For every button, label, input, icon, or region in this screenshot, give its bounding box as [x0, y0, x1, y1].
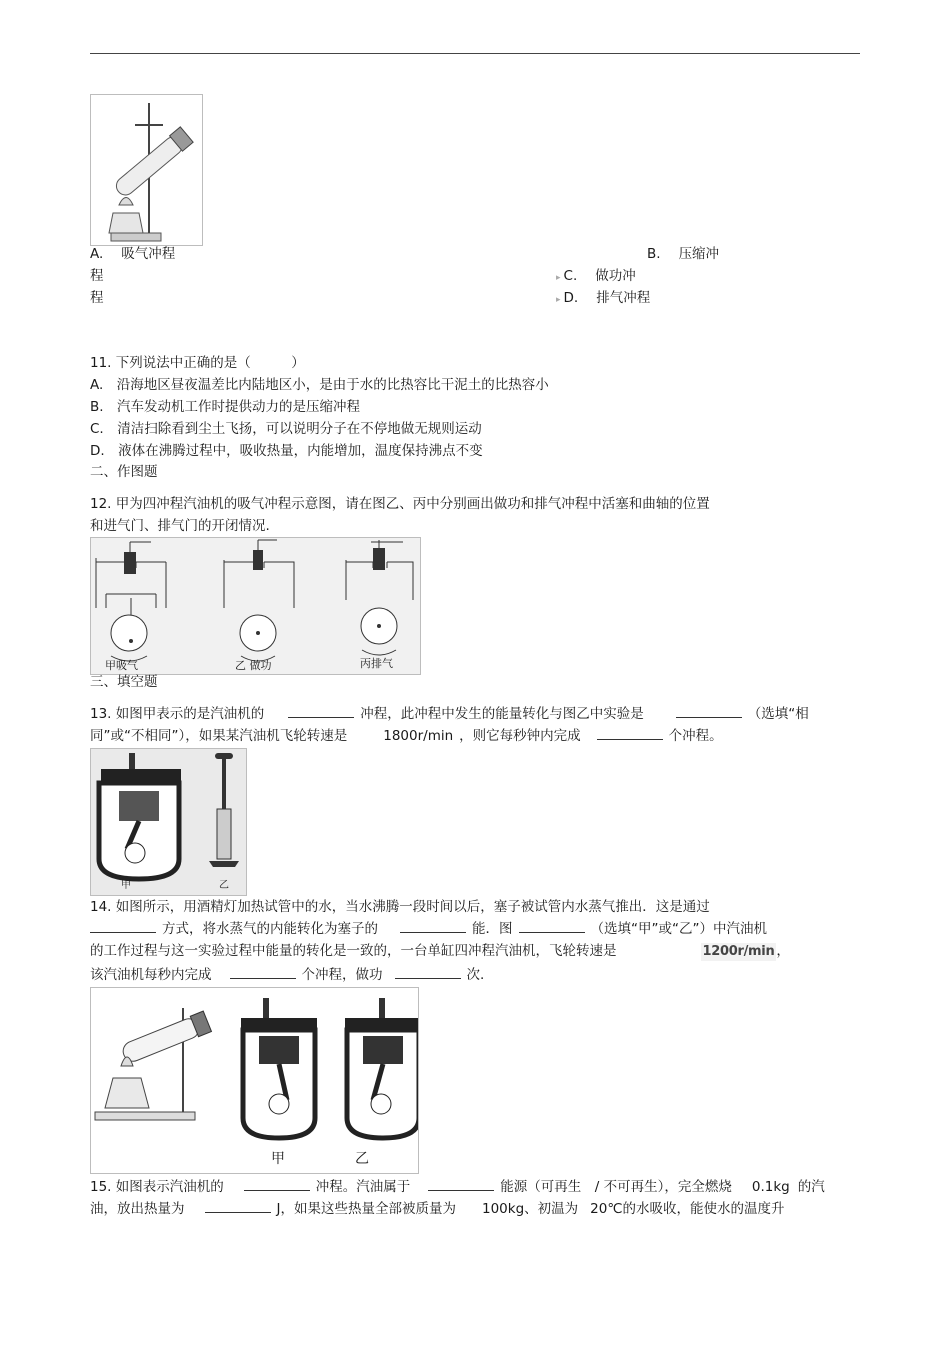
- q13-text-c: （选填“相: [747, 706, 809, 722]
- q10-option-d-letter: D.: [563, 290, 579, 306]
- q10-option-b-wrap: 程: [90, 268, 104, 284]
- q10-option-c-text: 做功冲: [595, 268, 636, 284]
- q14-text-e: ，: [776, 943, 790, 959]
- engine-cylinder-yi: [345, 998, 418, 1138]
- q13-figure-engine-and-syringe: [90, 748, 247, 896]
- q14-text-h: 次.: [466, 967, 485, 983]
- q14-line2: [90, 920, 767, 938]
- q10-option-a[interactable]: [90, 245, 175, 263]
- q11-option-a[interactable]: A. 沿海地区昼夜温差比内陆地区小，是由于水的比热容比干泥土的比热容小: [90, 377, 549, 393]
- q14-rpm-value: 1200r/min: [702, 944, 775, 959]
- q15-blank-stroke[interactable]: [244, 1178, 310, 1191]
- q11-stem: 11. 下列说法中正确的是（ ）: [90, 355, 305, 371]
- q13-blank-stroke[interactable]: [288, 705, 354, 718]
- q15-line1: [90, 1178, 825, 1196]
- header-rule: [90, 53, 860, 54]
- q15-text-a: 15. 如图表示汽油机的: [90, 1179, 224, 1195]
- q14-text-c: （选填“甲”或“乙”）中汽油机: [590, 921, 767, 937]
- q13-blank-strokes[interactable]: [597, 727, 663, 740]
- q10-option-d[interactable]: [556, 289, 650, 309]
- q12-stem-line2: 和进气门、排气门的开闭情况.: [90, 518, 270, 534]
- q15-text-c: 能源（可再生 / 不可再生），完全燃烧: [500, 1179, 732, 1195]
- engine-diagram-jia: [96, 542, 166, 661]
- q11-option-d[interactable]: D. 液体在沸腾过程中，吸收热量，内能增加，温度保持沸点不变: [90, 443, 483, 459]
- q10-option-a-text: 吸气冲程: [121, 246, 176, 262]
- q10-option-b-text: 压缩冲: [678, 246, 720, 262]
- q13-blank-same[interactable]: [676, 705, 742, 718]
- q14-text-b: 能．图: [472, 921, 513, 937]
- q15-text-e: 油，放出热量为: [90, 1201, 185, 1217]
- q10-option-b-letter: B.: [647, 246, 661, 262]
- q10-option-b[interactable]: [647, 245, 719, 263]
- q14-blank-method[interactable]: [90, 920, 156, 933]
- q14-text-a: 方式，将水蒸气的内能转化为塞子的: [162, 921, 378, 937]
- q14-blank-energy[interactable]: [400, 920, 466, 933]
- q13-rpm-value: 1800r/min: [383, 728, 454, 744]
- engine-diagram-bing: [346, 540, 413, 655]
- q15-text-d: 的汽: [797, 1179, 825, 1195]
- q15-line2: [90, 1200, 784, 1218]
- engine-diagram-yi: [224, 540, 294, 661]
- q10-option-a-letter: A.: [90, 246, 104, 262]
- q15-mass-value: 0.1kg: [751, 1179, 790, 1195]
- q11-option-b[interactable]: B. 汽车发动机工作时提供动力的是压缩冲程: [90, 399, 361, 415]
- q12-label-jia: 甲吸气: [105, 659, 138, 672]
- q15-text-f: J，如果这些热量全部被质量为: [276, 1201, 456, 1217]
- q11-option-c[interactable]: C. 清洁扫除看到尘土飞扬，可以说明分子在不停地做无规则运动: [90, 421, 482, 437]
- q15-text-b: 冲程。汽油属于: [315, 1179, 411, 1195]
- q14-text-g: 个冲程，做功: [301, 967, 383, 983]
- q12-figure-engine-strokes: [90, 537, 421, 675]
- section-heading-fill-in: 三、填空题: [90, 674, 158, 690]
- q14-text-d: 的工作过程与这一实验过程中能量的转化是一致的，一台单缸四冲程汽油机，飞轮转速是: [90, 943, 617, 959]
- q10-option-c[interactable]: [556, 267, 636, 287]
- q10-figure-test-tube: [90, 94, 203, 246]
- q10-option-d-text: 排气冲程: [596, 290, 651, 306]
- arrow-marker-icon: ▸: [556, 295, 561, 305]
- q15-text-h: 20℃的水吸收，能使水的温度升: [590, 1201, 785, 1217]
- q15-blank-heat[interactable]: [205, 1200, 271, 1213]
- q12-label-yi: 乙 做功: [235, 659, 272, 672]
- engine-cylinder-jia: [241, 998, 317, 1138]
- q10-option-c-letter: C.: [563, 268, 578, 284]
- q14-figure-experiment-and-engines: [90, 987, 419, 1174]
- section-heading-drawing: 二、作图题: [90, 464, 158, 480]
- q13-text-f: 个冲程。: [668, 728, 723, 744]
- q14-line4: [90, 966, 484, 984]
- engine-cylinder-jia: [99, 753, 181, 879]
- q13-text-a: 13. 如图甲表示的是汽油机的: [90, 706, 265, 722]
- q10-option-c-wrap: 程: [90, 290, 104, 306]
- q13-text-e: ，则它每秒钟内完成: [459, 728, 581, 744]
- q13-label-yi: 乙: [219, 880, 229, 891]
- q14-blank-strokes[interactable]: [230, 966, 296, 979]
- q15-blank-energy[interactable]: [428, 1178, 494, 1191]
- q12-stem-line1: 12. 甲为四冲程汽油机的吸气冲程示意图，请在图乙、丙中分别画出做功和排气冲程中活塞和曲轴的位置: [90, 496, 710, 512]
- q14-label-jia: 甲: [271, 1151, 285, 1167]
- q14-blank-work[interactable]: [395, 966, 461, 979]
- q15-text-g: 100kg、初温为: [481, 1201, 579, 1217]
- q14-blank-figure[interactable]: [519, 920, 585, 933]
- q13-text-d: 同”或“不相同”），如果某汽油机飞轮转速是: [90, 728, 348, 744]
- q14-line3: [90, 942, 790, 961]
- q14-line1: 14. 如图所示，用酒精灯加热试管中的水，当水沸腾一段时间以后，塞子被试管内水蒸气推出．这是通过: [90, 899, 710, 915]
- q14-text-f: 该汽油机每秒内完成: [90, 967, 212, 983]
- q13-line2: [90, 727, 723, 745]
- q14-label-yi: 乙: [355, 1151, 369, 1167]
- q13-line1: [90, 705, 809, 723]
- syringe-yi: [209, 753, 239, 867]
- heated-test-tube: [95, 1008, 211, 1120]
- arrow-marker-icon: ▸: [556, 273, 561, 283]
- q12-label-bing: 丙排气: [360, 657, 393, 670]
- q13-label-jia: 甲: [121, 880, 131, 891]
- q13-text-b: 冲程，此冲程中发生的能量转化与图乙中实验是: [360, 706, 644, 722]
